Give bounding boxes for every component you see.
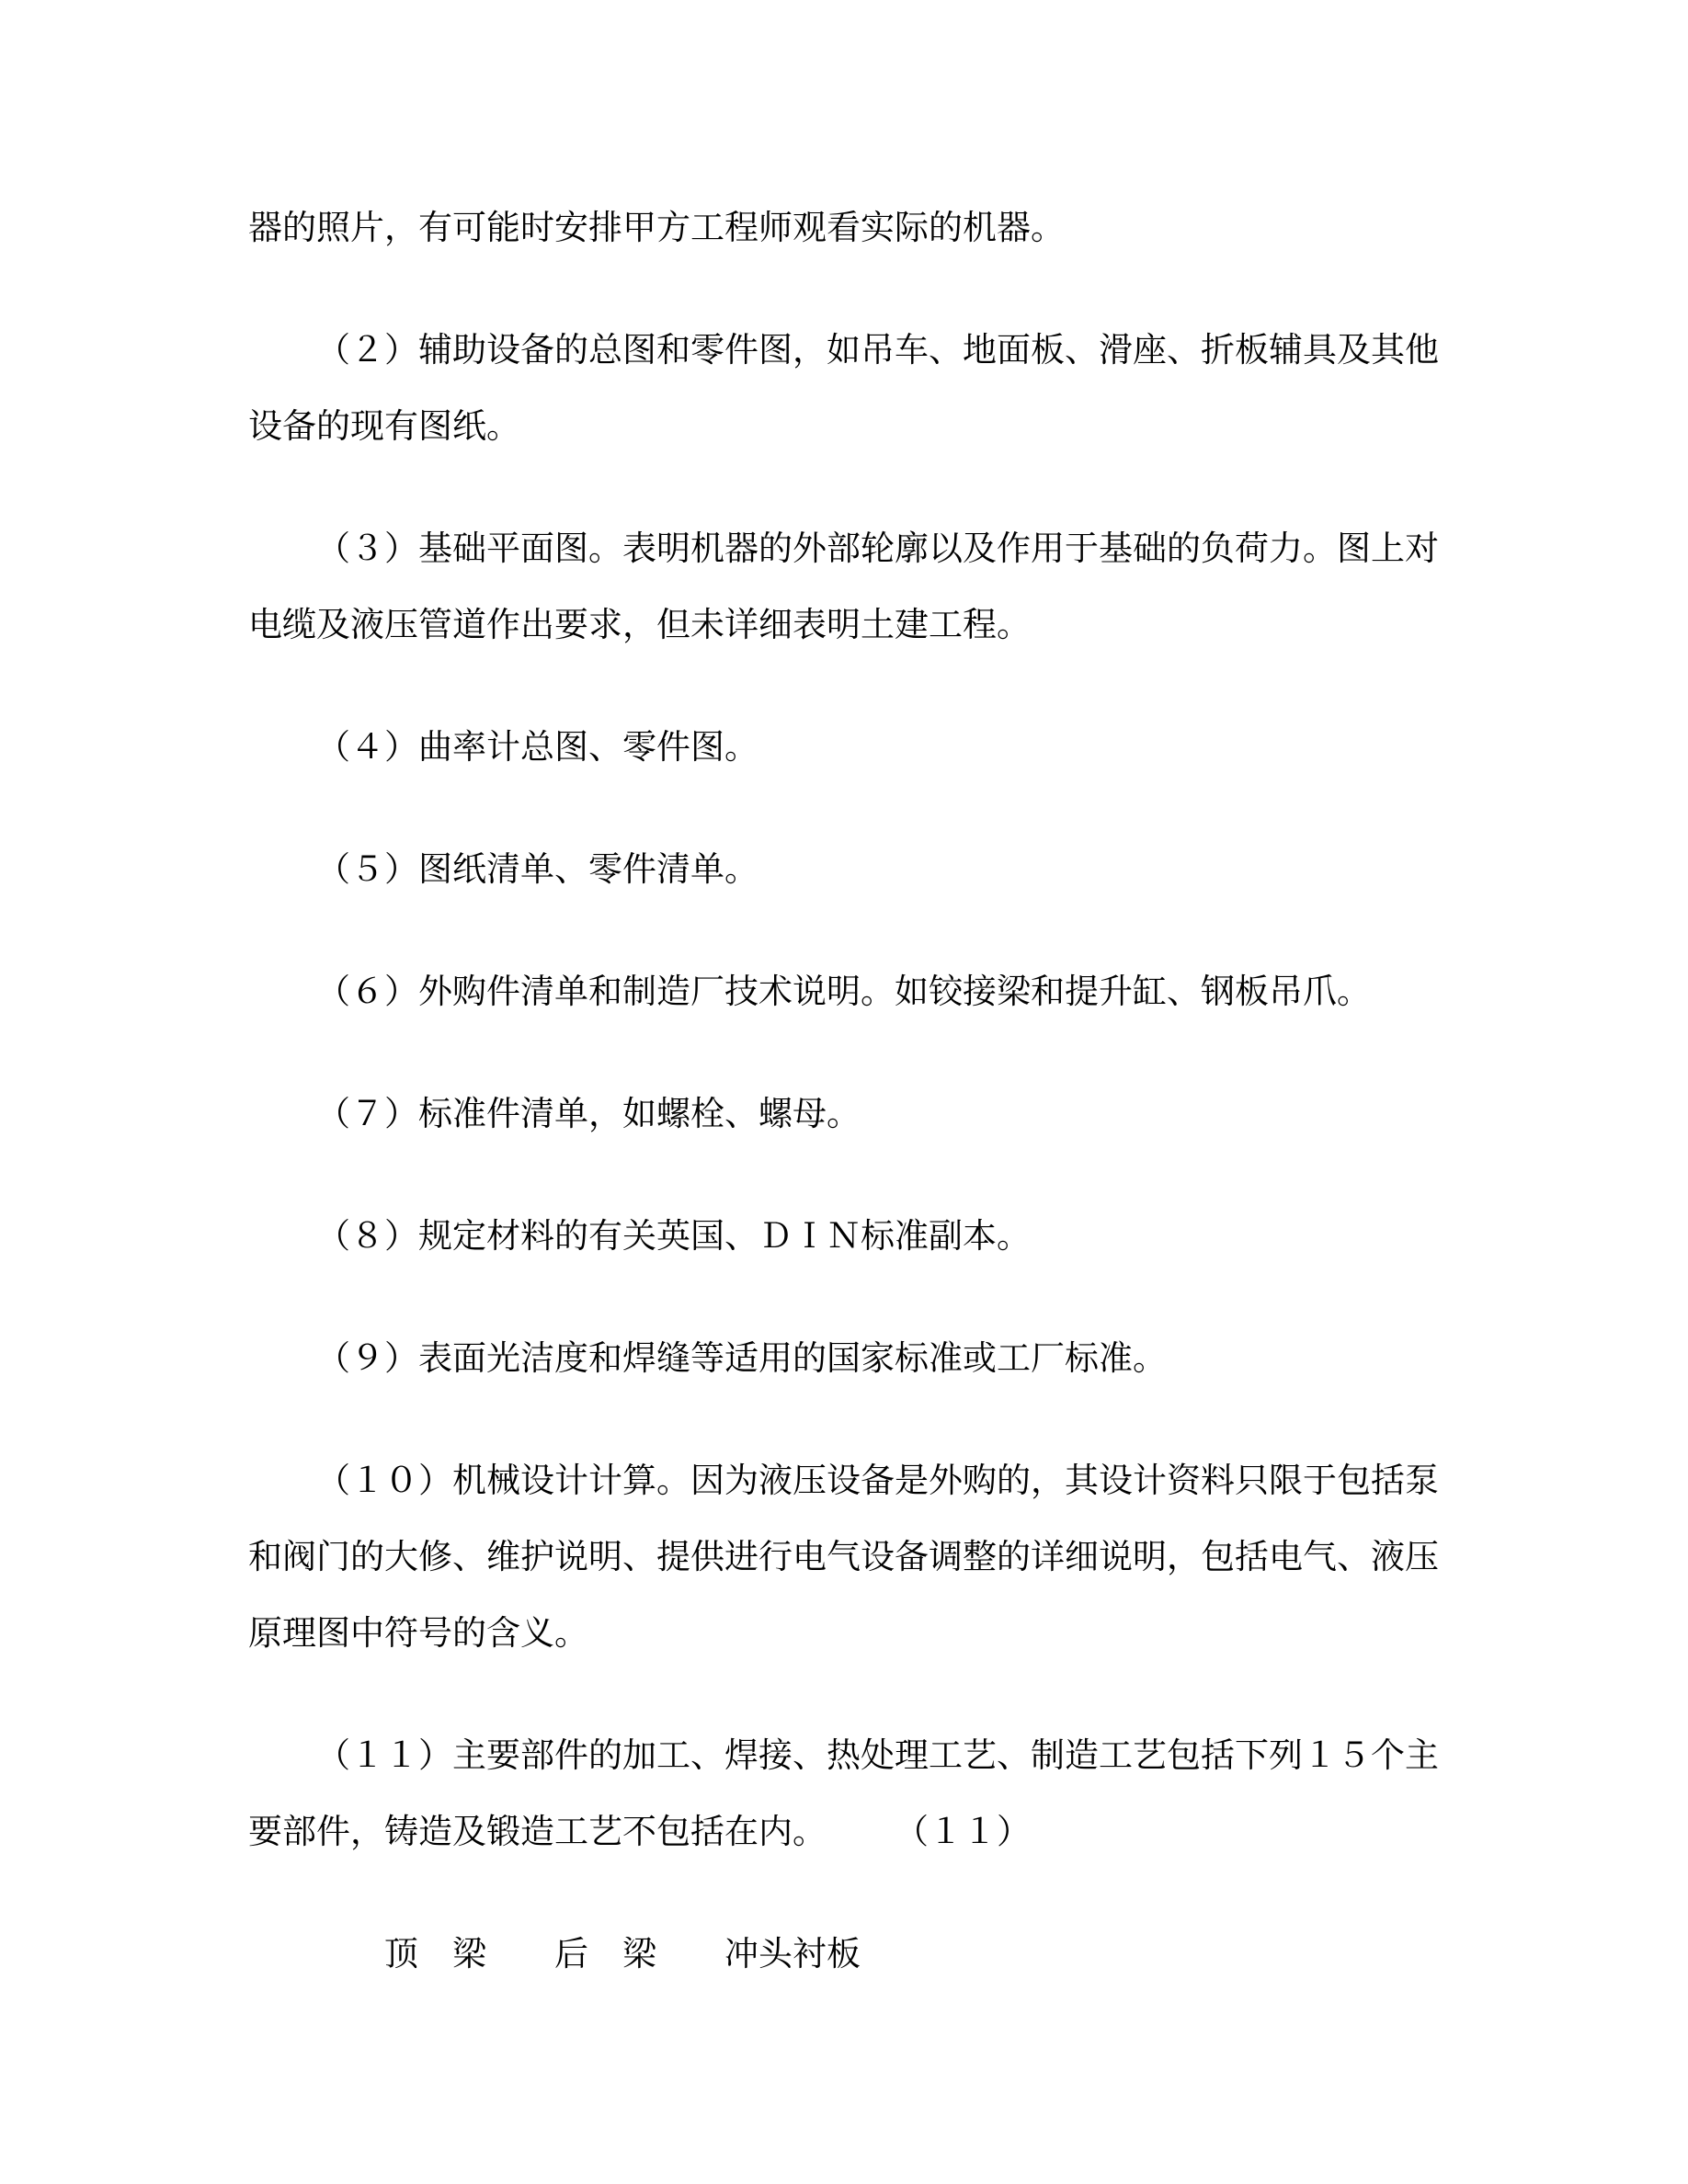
paragraph-parts-line: 顶 梁 后 梁 冲头衬板 — [384, 1936, 861, 1974]
paragraph-item-6: （６）外购件清单和制造厂技术说明。如铰接梁和提升缸、钢板吊爪。 — [316, 973, 1371, 1011]
paragraph-item-10: （１０）机械设计计算。因为液压设备是外购的，其设计资料只限于包括泵和阀门的大修、维护说明、提供进行电气设备调整的详细说明，包括电气、液压原理图中符号的含义。 — [248, 1462, 1439, 1653]
paragraph-item-5: （５）图纸清单、零件清单。 — [316, 851, 758, 889]
paragraph-item-3: （３）基础平面图。表明机器的外部轮廓以及作用于基础的负荷力。图上对电缆及液压管道作出要求，但未详细表明土建工程。 — [248, 530, 1439, 644]
paragraph-item-4: （４）曲率计总图、零件图。 — [316, 729, 758, 767]
paragraph-continuation: 器的照片，有可能时安排甲方工程师观看实际的机器。 — [248, 210, 1065, 247]
paragraph-item-8: （８）规定材料的有关英国、ＤＩＮ标准副本。 — [316, 1218, 1031, 1256]
paragraph-item-9: （９）表面光洁度和焊缝等适用的国家标准或工厂标准。 — [316, 1340, 1167, 1378]
paragraph-item-2: （２）辅助设备的总图和零件图，如吊车、地面板、滑座、折板辅具及其他设备的现有图纸。 — [248, 332, 1439, 446]
paragraph-item-11: （１１）主要部件的加工、焊接、热处理工艺、制造工艺包括下列１５个主要部件，铸造及锻造工艺不包括在内。 （１１） — [248, 1737, 1439, 1851]
paragraph-item-7: （７）标准件清单，如螺栓、螺母。 — [316, 1096, 861, 1133]
